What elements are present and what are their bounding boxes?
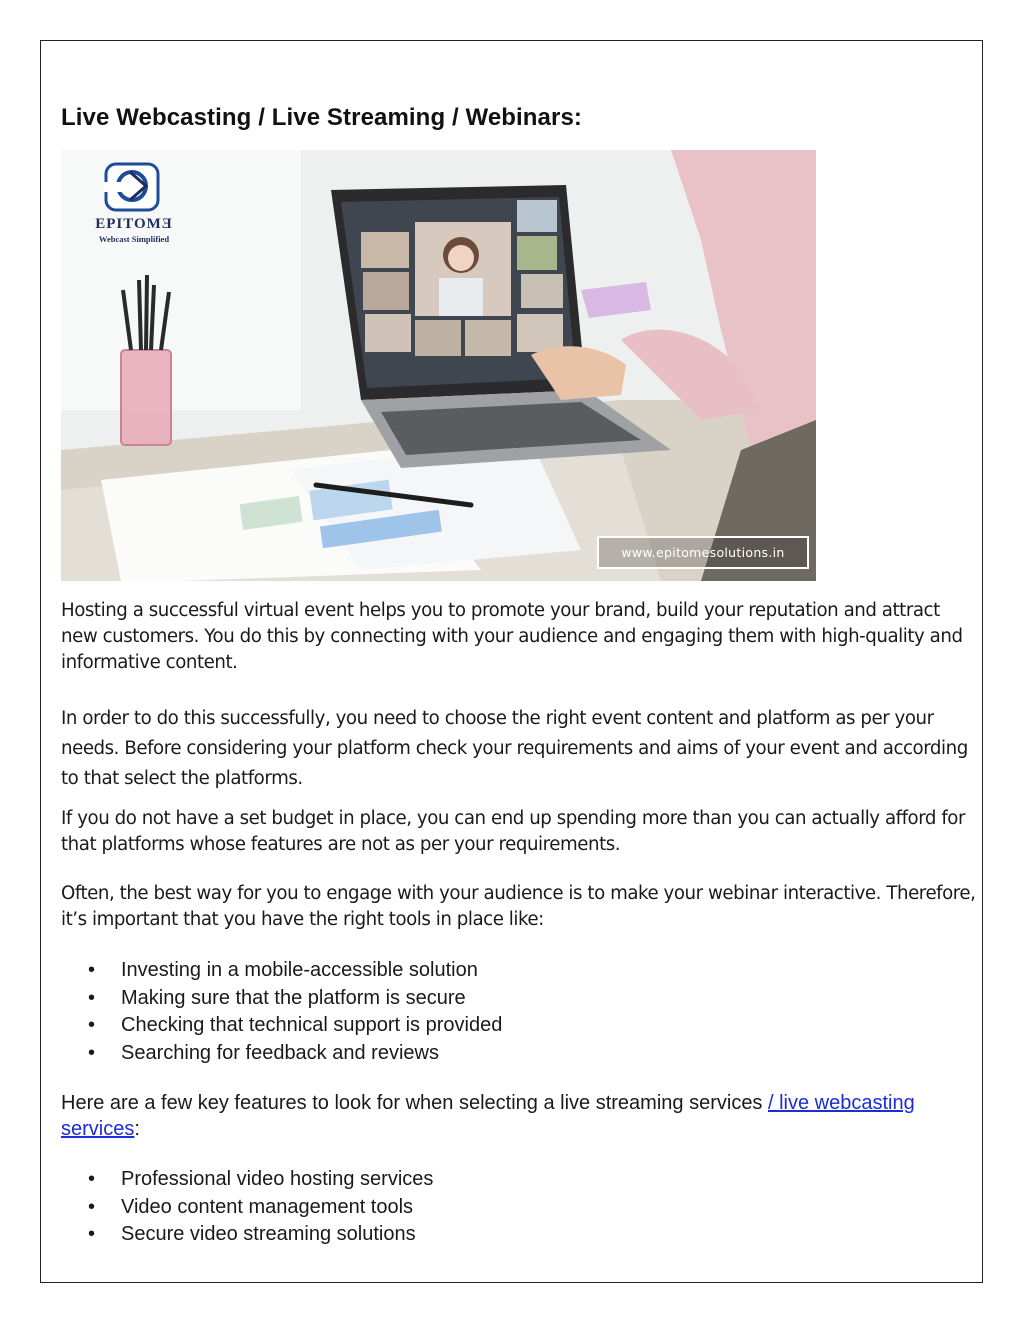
live-webcasting-services-link[interactable]: / live webcasting services	[61, 1092, 915, 1140]
list-item: • Checking that technical support is provided	[61, 1012, 502, 1040]
list-item: • Making sure that the platform is secure	[61, 985, 502, 1013]
features-list	[61, 1166, 433, 1249]
list-item: • Searching for feedback and reviews	[61, 1040, 502, 1068]
list-item: • Video content management tools	[61, 1194, 433, 1222]
logo-tagline: Webcast Simplified	[98, 234, 170, 244]
list-item: • Investing in a mobile-accessible solution	[61, 957, 502, 985]
paragraph-budget: If you do not have a set budget in place, you can end up spending more than you can actually afford for that platforms whose features are not as per your requirements.	[61, 808, 966, 855]
features-intro	[61, 1090, 961, 1142]
list-item: • Secure video streaming solutions	[61, 1221, 433, 1249]
hero-image	[61, 150, 816, 581]
features-intro-suffix: :	[134, 1118, 140, 1140]
list-item: • Professional video hosting services	[61, 1166, 433, 1194]
logo-name: EPITOMƎ	[95, 216, 173, 232]
page-title: Live Webcasting / Live Streaming / Webinars:	[61, 104, 582, 131]
epitome-logo	[74, 162, 186, 242]
logo-emblem-icon	[74, 162, 186, 218]
tools-list	[61, 957, 502, 1067]
paragraph-intro: Hosting a successful virtual event helps you to promote your brand, build your reputation and attract new customers. You do this by connecting with your audience and engaging them with high-quality and informative content.	[61, 600, 963, 673]
features-intro-text: Here are a few key features to look for when selecting a live streaming services	[61, 1092, 768, 1114]
website-watermark: www.epitomesolutions.in	[597, 536, 809, 569]
paragraph-choose-platform: In order to do this successfully, you need to choose the right event content and platform as per your needs. Before considering your platform check your requirements and aims of your event and according to that select the platforms.	[61, 708, 968, 789]
paragraph-engage: Often, the best way for you to engage with your audience is to make your webinar interactive. Therefore, it’s important that you have the right tools in place like:	[61, 883, 976, 930]
